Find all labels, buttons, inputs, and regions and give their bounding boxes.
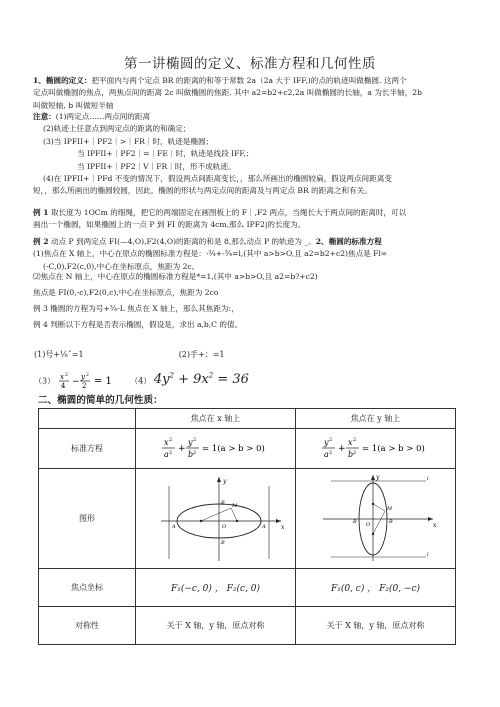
y-axis-label: y xyxy=(222,477,226,485)
svg-text:−: − xyxy=(71,377,80,388)
equation-y-cell xyxy=(296,429,456,469)
svg-text:2: 2 xyxy=(192,436,196,443)
origin-label: O xyxy=(221,523,226,530)
svg-text:b: b xyxy=(347,449,353,459)
row-label-foci: 焦点坐标 xyxy=(39,569,136,607)
svg-text:b: b xyxy=(187,449,193,459)
table-row-figure xyxy=(39,469,456,569)
svg-text:y: y xyxy=(323,437,329,447)
definition-line-1: 1、椭圆的定义：把平面内与两个定点 BR 的距离的和等于常数 2a（2a 大于 IFF,)的点的轨迹叫做椭圆. 这两个 xyxy=(33,76,407,85)
svg-text:2: 2 xyxy=(168,449,172,456)
notes-item-1: 注意：(1)两定点……两点间的距离 xyxy=(33,112,151,121)
geometric-properties-heading: 二、椭圆的简单的几何性质： xyxy=(38,395,163,406)
point-b1-label-2: B xyxy=(352,518,357,525)
svg-text:= 1(a > b > 0): = 1(a > b > 0) xyxy=(361,443,425,454)
svg-text:2: 2 xyxy=(168,436,172,443)
ellipse-x-diagram xyxy=(141,471,291,565)
point-a2-label: A xyxy=(261,523,266,530)
example-4-line: 例 4 判断以下方程是否表示椭圆，假设是，求出 a,b,C 的值。 xyxy=(33,320,243,329)
x-axis-arrow-icon-2 xyxy=(428,517,433,521)
notes-item-6: (4)在 IPFII+｜PFd 不变的情况下，假设两点间距离变长，，那么所画出的椭圆较扁，假设两点间距离变 xyxy=(43,174,392,184)
x-axis-arrow-icon xyxy=(276,519,281,523)
svg-text:2: 2 xyxy=(85,373,89,379)
svg-text:x: x xyxy=(347,437,353,447)
focal-radius-3 xyxy=(373,504,385,511)
row-label-equation: 标准方程 xyxy=(39,429,136,469)
svg-text:2: 2 xyxy=(328,436,332,443)
example-4-items-row-1 xyxy=(34,349,225,360)
standard-eq-x-line-2: (-C,0),F2(c,0),中心在坐标原点，焦距为 2c。 xyxy=(43,261,200,271)
x-axis-label: x xyxy=(280,523,284,531)
notes-item-2: (2)轨迹上任意点到两定点的距离的和确定； xyxy=(43,124,191,134)
example-1 xyxy=(33,207,473,232)
example-1-label: 例 1 xyxy=(33,208,49,217)
svg-text:= 1(a > b > 0): = 1(a > b > 0) xyxy=(201,443,265,454)
example-4-item-4-equation: $4y^2 + 9x^2 = 36$ xyxy=(153,372,249,388)
notes-item-3: (3)当 IPFII+｜PF2｜>｜FR｜时，轨迹是椭圆； xyxy=(43,136,214,146)
svg-text:2: 2 xyxy=(64,373,68,379)
svg-text:2: 2 xyxy=(352,449,356,456)
point-b2-label-2: B xyxy=(388,518,393,525)
table-row-symmetry xyxy=(39,607,456,645)
example-1-line-1: 例 1 取长度为 1OCm 的细绳，把它的两端固定在画图板上的 F｜,F2 两点，当绳长大于两点间的距离时，可以 xyxy=(33,208,407,217)
example-4-item-3-equation xyxy=(58,372,128,390)
row-label-symmetry: 对称性 xyxy=(39,607,136,645)
svg-text:2: 2 xyxy=(328,449,332,456)
svg-text:= 1: = 1 xyxy=(93,376,112,388)
example-4-item-3-label: （3） xyxy=(34,376,56,386)
y-axis-arrow-icon-2 xyxy=(371,475,375,480)
x-axis-label-2: x xyxy=(432,521,436,529)
svg-text:+: + xyxy=(337,443,346,454)
definition-section xyxy=(33,75,473,112)
directrix-bottom-label: l xyxy=(426,551,429,558)
example-4-items-row-2 xyxy=(34,372,249,390)
foci-y-cell: F₁(0, c) ， F₂(0, −c) xyxy=(296,569,456,607)
example-4-item-2: (2)手+：=1 xyxy=(178,350,225,359)
svg-text:2: 2 xyxy=(81,382,87,391)
example-2 xyxy=(33,236,473,273)
focal-radius-2 xyxy=(231,508,237,521)
point-a1-label: A xyxy=(171,523,176,530)
svg-text:+: + xyxy=(177,443,186,454)
foci-x-cell: F₁(−c, 0) ， F₂(c, 0) xyxy=(136,569,296,607)
properties-table xyxy=(38,408,456,645)
table-header-row xyxy=(39,409,456,429)
figure-x-cell xyxy=(136,469,296,569)
notes-section xyxy=(33,111,473,198)
directrix-top-label: l xyxy=(426,475,429,482)
notes-label: 注意： xyxy=(33,112,56,121)
svg-text:y: y xyxy=(80,373,85,382)
point-m-label: M xyxy=(231,502,237,509)
svg-text:2: 2 xyxy=(352,436,356,443)
svg-text:x: x xyxy=(163,437,169,447)
notes-item-7: 短，，那么所画出的椭圆较圆，因此，椭圆的形状与两定点间的距离及与两定点 BR 的距离之和有关。 xyxy=(33,186,372,196)
svg-text:a: a xyxy=(163,449,169,459)
standard-eq-y-line-2: 焦点是 FI(0,-c),F2(0,c),中心在坐标原点，焦距为 2co xyxy=(33,288,219,297)
example-1-line-2: 画出一个椭圆，如果椭圆上的一点 P 到 FI 的距离为 4cm,那么 IPF2|的长度为。 xyxy=(33,220,306,230)
ellipse-y-diagram xyxy=(301,471,451,565)
svg-text:x: x xyxy=(59,373,64,382)
definition-line-2: 定点叫做椭圆的焦点，两焦点间的距离 2c 叫做椭圆的焦距. 其中 a2=b2+c2,2a 叫做椭圆的长轴，a 为长半轴，2b xyxy=(33,88,422,98)
figure-y-cell xyxy=(296,469,456,569)
y-axis-arrow-icon xyxy=(217,477,221,482)
focal-radius-1 xyxy=(201,508,231,521)
header-focus-y: 焦点在 y 轴上 xyxy=(296,409,456,429)
symmetry-x-cell: 关于 X 轴，y 轴，原点对称 xyxy=(136,607,296,645)
point-m-label-2: M xyxy=(386,505,392,512)
standard-eq-y-line-1: ⑵焦点在 N 轴上，中心在原点的椭圆标准方程是*=1,(其中 a>b>O,且 a2=b?+c2) xyxy=(33,272,318,281)
example-2-line: 例 2 动点 P 到两定点 FI(—4,O),F2(4,O)的距离的和是 8,那么动点 P 的轨迹为 _。2、椭圆的标准方程 xyxy=(33,237,382,246)
table-corner-cell xyxy=(39,409,136,429)
equation-y-formula xyxy=(316,434,436,462)
notes-item-4: 当 IPFII+｜PF2｜=｜FE｜时，轨迹是线段 IFF,； xyxy=(77,149,254,159)
example-2-label: 例 2 xyxy=(33,237,49,246)
point-b1-label: B xyxy=(220,539,225,546)
svg-text:y: y xyxy=(187,437,193,447)
definition-heading: 1、椭圆的定义： xyxy=(33,76,92,85)
definition-line-3: 叫做短轴, b 叫做短半轴 xyxy=(33,100,114,110)
svg-text:2: 2 xyxy=(192,449,196,456)
example-3-line: 例 3 椭圆的方程为号+¾-L 焦点在 X 轴上，那么其焦距为:， xyxy=(33,304,239,313)
example-4-item-1: (1)号+⅛ˇ=1 xyxy=(34,350,84,359)
focal-radius-4 xyxy=(373,511,385,534)
page-title: 第一讲椭圆的定义、标准方程和几何性质 xyxy=(124,56,376,72)
example-4-item-4-label: （4） xyxy=(130,376,152,386)
svg-text:a: a xyxy=(323,449,329,459)
equation-x-formula xyxy=(156,434,276,462)
y-axis-label-2: y xyxy=(375,473,379,481)
symmetry-y-cell: 关于 X 轴，y 轴，原点对称 xyxy=(296,607,456,645)
table-row-equation xyxy=(39,429,456,469)
standard-eq-y-section xyxy=(33,269,473,333)
row-label-figure: 图形 xyxy=(39,469,136,569)
header-focus-x: 焦点在 x 轴上 xyxy=(136,409,296,429)
standard-equation-heading: 2、椭圆的标准方程 xyxy=(315,237,382,246)
svg-text:4: 4 xyxy=(60,382,66,391)
standard-eq-x-line-1: (1)焦点在 X 轴上，中心在原点的椭圆标准方程是：-¾+-¾=l,(其中 a>b>O,且 a2=b2+c2)焦点是 Fl∞ xyxy=(33,249,388,259)
notes-item-5: 当 IPFII+｜PF2｜V｜FR｜时，形不成轨迹。 xyxy=(77,161,236,171)
table-row-foci xyxy=(39,569,456,607)
equation-x-cell xyxy=(136,429,296,469)
point-b2-label: B xyxy=(220,499,225,506)
origin-label-2: O xyxy=(365,521,370,528)
